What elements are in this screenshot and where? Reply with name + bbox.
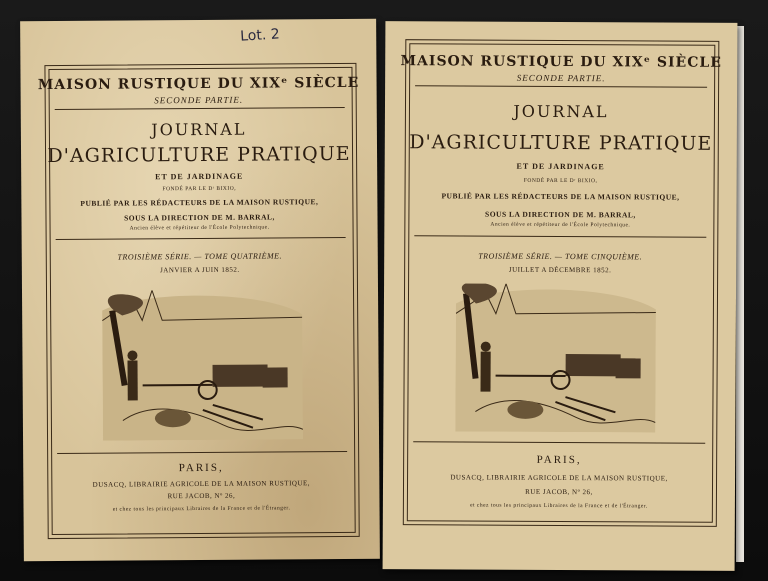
- serie-tome: TROISIÈME SÉRIE. — TOME QUATRIÈME.: [117, 251, 283, 262]
- period: JANVIER A JUIN 1852.: [160, 265, 240, 275]
- director-note: Ancien élève et répétiteur de l'École Polytechnique.: [129, 224, 270, 232]
- volume-cover-right: [383, 21, 738, 571]
- page-edges: [736, 26, 744, 562]
- director-note: Ancien élève et répétiteur de l'École Polytechnique.: [490, 221, 631, 229]
- subtitle: ET DE JARDINAGE: [155, 171, 244, 182]
- handwritten-note: Lot. 2: [239, 26, 281, 45]
- founded-by: FONDÉ PAR LE Dʳ BIXIO,: [162, 185, 237, 193]
- part-label: SECONDE PARTIE.: [154, 94, 244, 106]
- founded-by: FONDÉ PAR LE Dʳ BIXIO,: [523, 177, 598, 185]
- address: RUE JACOB, Nº 26,: [167, 491, 236, 501]
- address: RUE JACOB, Nº 26,: [525, 487, 593, 497]
- published-by: PUBLIÉ PAR LES RÉDACTEURS DE LA MAISON RUSTIQUE,: [80, 197, 319, 208]
- journal-heading: JOURNAL: [151, 119, 247, 140]
- main-title: D'AGRICULTURE PRATIQUE: [47, 142, 351, 168]
- volume-cover-left: [20, 19, 380, 561]
- city: PARIS,: [178, 461, 224, 475]
- direction: SOUS LA DIRECTION DE M. BARRAL,: [485, 209, 636, 220]
- part-label: SECONDE PARTIE.: [516, 72, 606, 84]
- publisher: DUSACQ, LIBRAIRIE AGRICOLE DE LA MAISON RUSTIQUE,: [92, 479, 311, 489]
- sellers: et chez tous les principaux Libraires de la France et de l'Étranger.: [470, 502, 648, 510]
- series-title: MAISON RUSTIQUE DU XIXᵉ SIÈCLE: [400, 53, 722, 71]
- serie-tome: TROISIÈME SÉRIE. — TOME CINQUIÈME.: [478, 251, 643, 262]
- period: JUILLET A DÉCEMBRE 1852.: [508, 265, 612, 275]
- series-title: MAISON RUSTIQUE DU XIXᵉ SIÈCLE: [37, 74, 360, 94]
- published-by: PUBLIÉ PAR LES RÉDACTEURS DE LA MAISON RUSTIQUE,: [441, 191, 680, 202]
- farm-engraving: [455, 283, 656, 432]
- farm-engraving: [102, 289, 303, 440]
- subtitle: ET DE JARDINAGE: [516, 161, 605, 172]
- city: PARIS,: [536, 453, 582, 467]
- journal-heading: JOURNAL: [513, 101, 609, 122]
- direction: SOUS LA DIRECTION DE M. BARRAL,: [124, 212, 275, 223]
- main-title: D'AGRICULTURE PRATIQUE: [409, 131, 713, 155]
- publisher: DUSACQ, LIBRAIRIE AGRICOLE DE LA MAISON RUSTIQUE,: [450, 473, 668, 483]
- sellers: et chez tous les principaux Libraires de la France et de l'Étranger.: [112, 505, 291, 513]
